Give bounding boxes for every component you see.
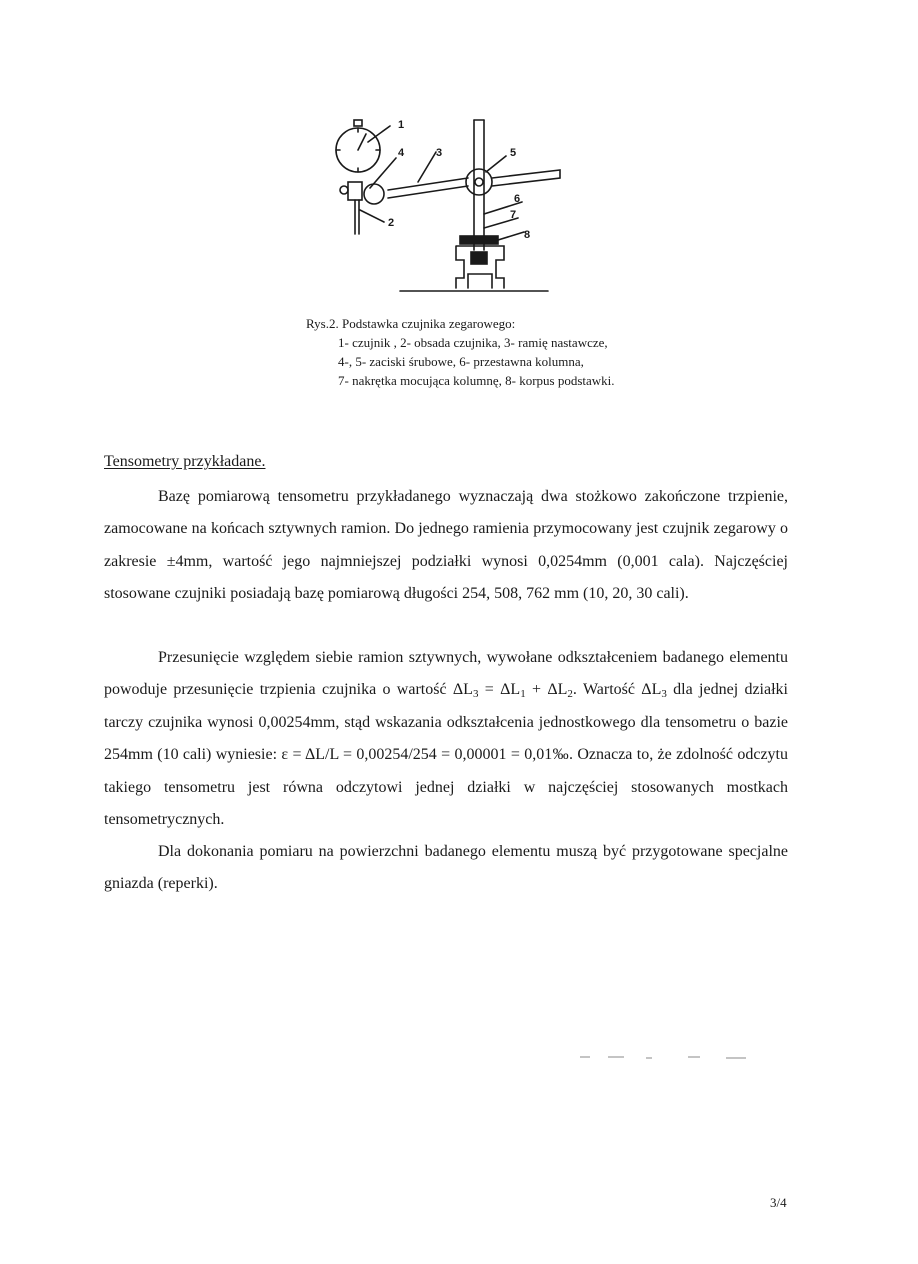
paragraph-3: Dla dokonania pomiaru na powierzchni badanego elementu muszą być przygotowane specjalne gniazda (reperki). bbox=[104, 843, 788, 893]
screw-clamp-5 bbox=[466, 169, 492, 195]
figure-label-2: 2 bbox=[388, 217, 395, 229]
figure-label-7: 7 bbox=[510, 209, 517, 221]
figure-label-4: 4 bbox=[398, 147, 405, 159]
figure-label-1: 1 bbox=[398, 119, 405, 131]
caption-line-3: 7- nakrętka mocująca kolumnę, 8- korpus podstawki. bbox=[338, 373, 615, 388]
paragraph-1: Bazę pomiarową tensometru przykładanego wyznaczają dwa stożkowo zakończone trzpienie, zamocowane na końcach sztywnych ramion. Do jednego ramienia przymocowany jest czujnik zegarowy o zakresie ±4mm, wartość jego najmniejszej podziałki wynosi 0,0254mm (0,001 cala). Najczęściej stosowane czujniki posiadają bazę pomiarową długości 254, 508, 762 mm (10, 20, 30 cali). bbox=[104, 488, 788, 603]
adjusting-arm bbox=[388, 178, 468, 198]
figure-label-8: 8 bbox=[524, 229, 531, 241]
page-number: 3/4 bbox=[770, 1195, 787, 1210]
figure-label-5: 5 bbox=[510, 147, 517, 159]
caption-title: Rys.2. Podstawka czujnika zegarowego: bbox=[306, 316, 516, 331]
caption-line-1: 1- czujnik , 2- obsada czujnika, 3- ramię nastawcze, bbox=[338, 335, 608, 350]
figure-label-3: 3 bbox=[436, 147, 443, 159]
dial-gauge-stand-figure bbox=[328, 110, 568, 300]
paragraph-2: Przesunięcie względem siebie ramion sztywnych, wywołane odkształceniem badanego elementu powoduje przesunięcie trzpienia czujnika o wartość $\Delta L_3 = \Delta L_1 + \Delta L_2$. Wartość $\Delta L_3$ dla jednej działki tarczy czujnika wynosi 0,00254mm, stąd wskazania odkształcenia jednostkowego dla tensometru o bazie 254mm (10 cali) wyniesie: ε = ΔL/L = 0,00254/254 = 0,00001 = 0,01‰. Oznacza to, że zdolność odczytu takiego tensometru jest równa odczytowi jednej działki w najczęściej stosowanych mostkach tensometrycznych. bbox=[104, 649, 788, 829]
caption-line-2: 4-, 5- zaciski śrubowe, 6- przestawna kolumna, bbox=[338, 354, 584, 369]
figure-caption bbox=[306, 314, 615, 390]
locking-nut bbox=[460, 236, 498, 244]
gauge-holder bbox=[348, 182, 362, 200]
scan-artifact-marks bbox=[576, 1052, 756, 1062]
right-arm bbox=[492, 170, 560, 186]
figure-label-6: 6 bbox=[514, 193, 521, 205]
section-heading: Tensometry przykładane. bbox=[104, 453, 266, 470]
screw-clamp-4 bbox=[364, 184, 384, 204]
